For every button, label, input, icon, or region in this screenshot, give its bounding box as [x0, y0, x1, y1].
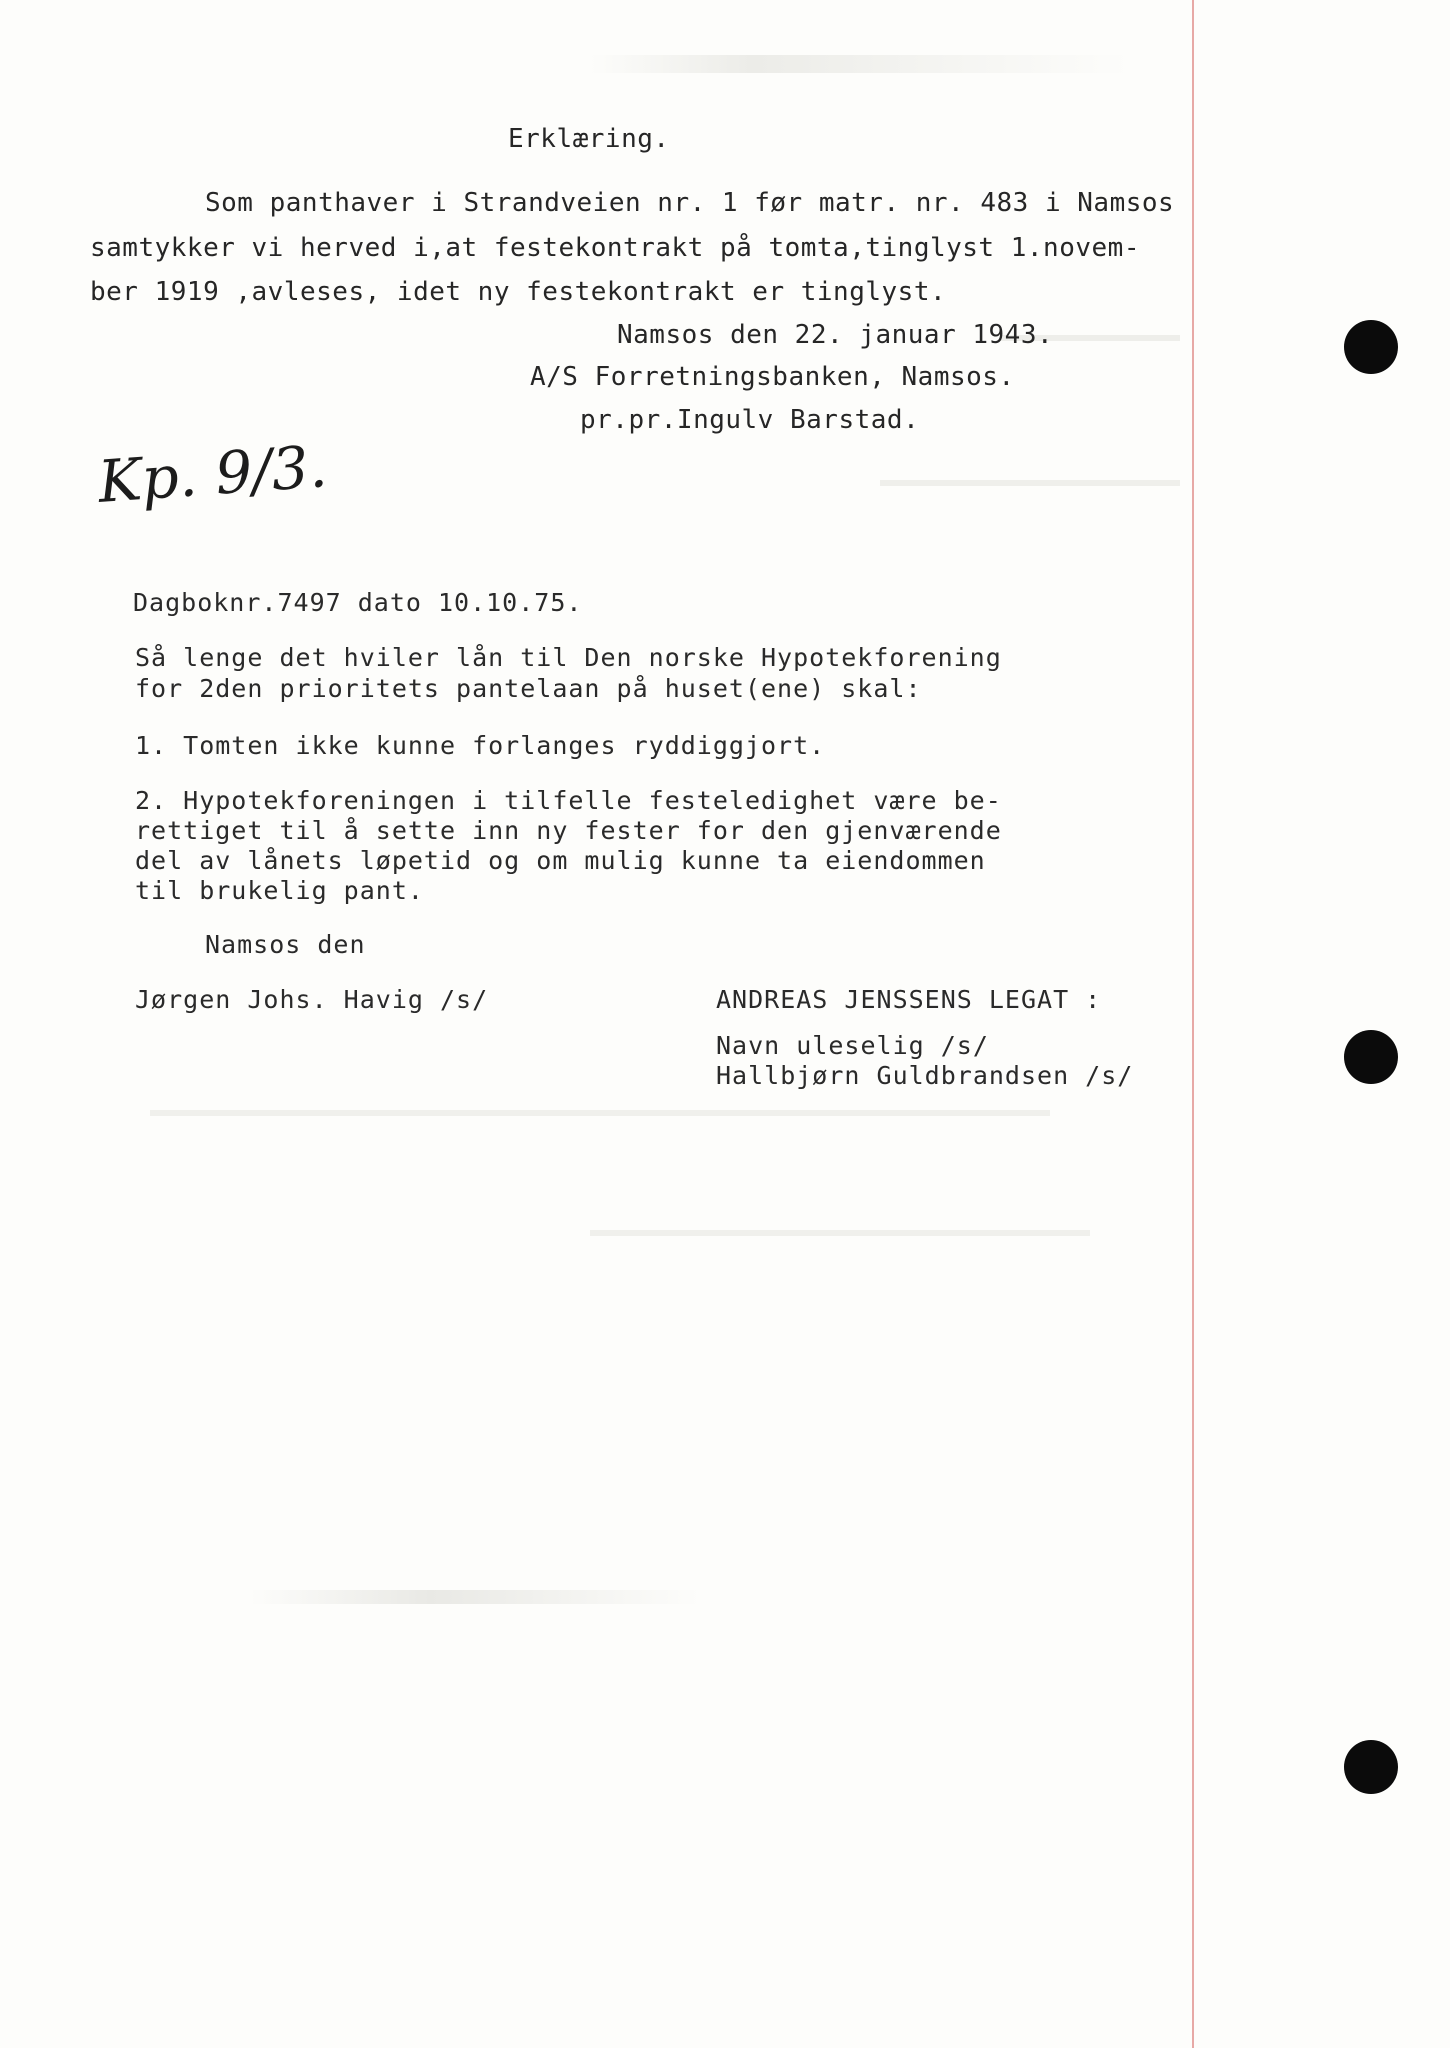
bleed-through-mark: [590, 1230, 1090, 1236]
left-signer: Jørgen Johs. Havig /s/: [135, 985, 489, 1014]
declaration-body-line: samtykker vi herved i,at festekontrakt på tomta,tinglyst 1.novem-: [90, 233, 1140, 263]
entry-item-2-line: rettiget til å sette inn ny fester for den gjenværende: [135, 816, 1002, 845]
entry-item-2-line: 2. Hypotekforeningen i tilfelle festeledighet være be-: [135, 786, 1002, 815]
declaration-body-line: ber 1919 ,avleses, idet ny festekontrakt er tinglyst.: [90, 277, 947, 307]
punch-hole: [1344, 1740, 1398, 1794]
declaration-bank: A/S Forretningsbanken, Namsos.: [530, 362, 1015, 392]
handwritten-note: Kp. 9/3.: [95, 432, 330, 516]
entry-item-2-line: del av lånets løpetid og om mulig kunne ta eiendommen: [135, 846, 986, 875]
declaration-place-date: Namsos den 22. januar 1943.: [617, 320, 1054, 350]
entry-item-1: 1. Tomten ikke kunne forlanges ryddiggjort.: [135, 731, 826, 760]
legat-header: ANDREAS JENSSENS LEGAT :: [716, 985, 1102, 1014]
bleed-through-mark: [590, 55, 1130, 73]
punch-hole: [1344, 320, 1398, 374]
bleed-through-mark: [250, 1590, 700, 1604]
declaration-signatory: pr.pr.Ingulv Barstad.: [580, 405, 920, 435]
declaration-body-line: Som panthaver i Strandveien nr. 1 før matr. nr. 483 i Namsos: [205, 188, 1175, 218]
bleed-through-mark: [150, 1110, 1050, 1116]
entry-place: Namsos den: [205, 930, 366, 959]
entry-item-2-line: til brukelig pant.: [135, 876, 424, 905]
journal-line: Dagboknr.7497 dato 10.10.75.: [133, 588, 583, 617]
punch-hole: [1344, 1030, 1398, 1084]
entry-intro-line: for 2den prioritets pantelaan på huset(ene) skal:: [135, 674, 922, 703]
declaration-heading: Erklæring.: [508, 124, 670, 154]
entry-intro-line: Så lenge det hviler lån til Den norske Hypotekforening: [135, 643, 1002, 672]
right-signer: Navn uleselig /s/: [716, 1031, 989, 1060]
right-signer: Hallbjørn Guldbrandsen /s/: [716, 1061, 1134, 1090]
red-margin-line: [1192, 0, 1194, 2048]
bleed-through-mark: [880, 480, 1180, 486]
